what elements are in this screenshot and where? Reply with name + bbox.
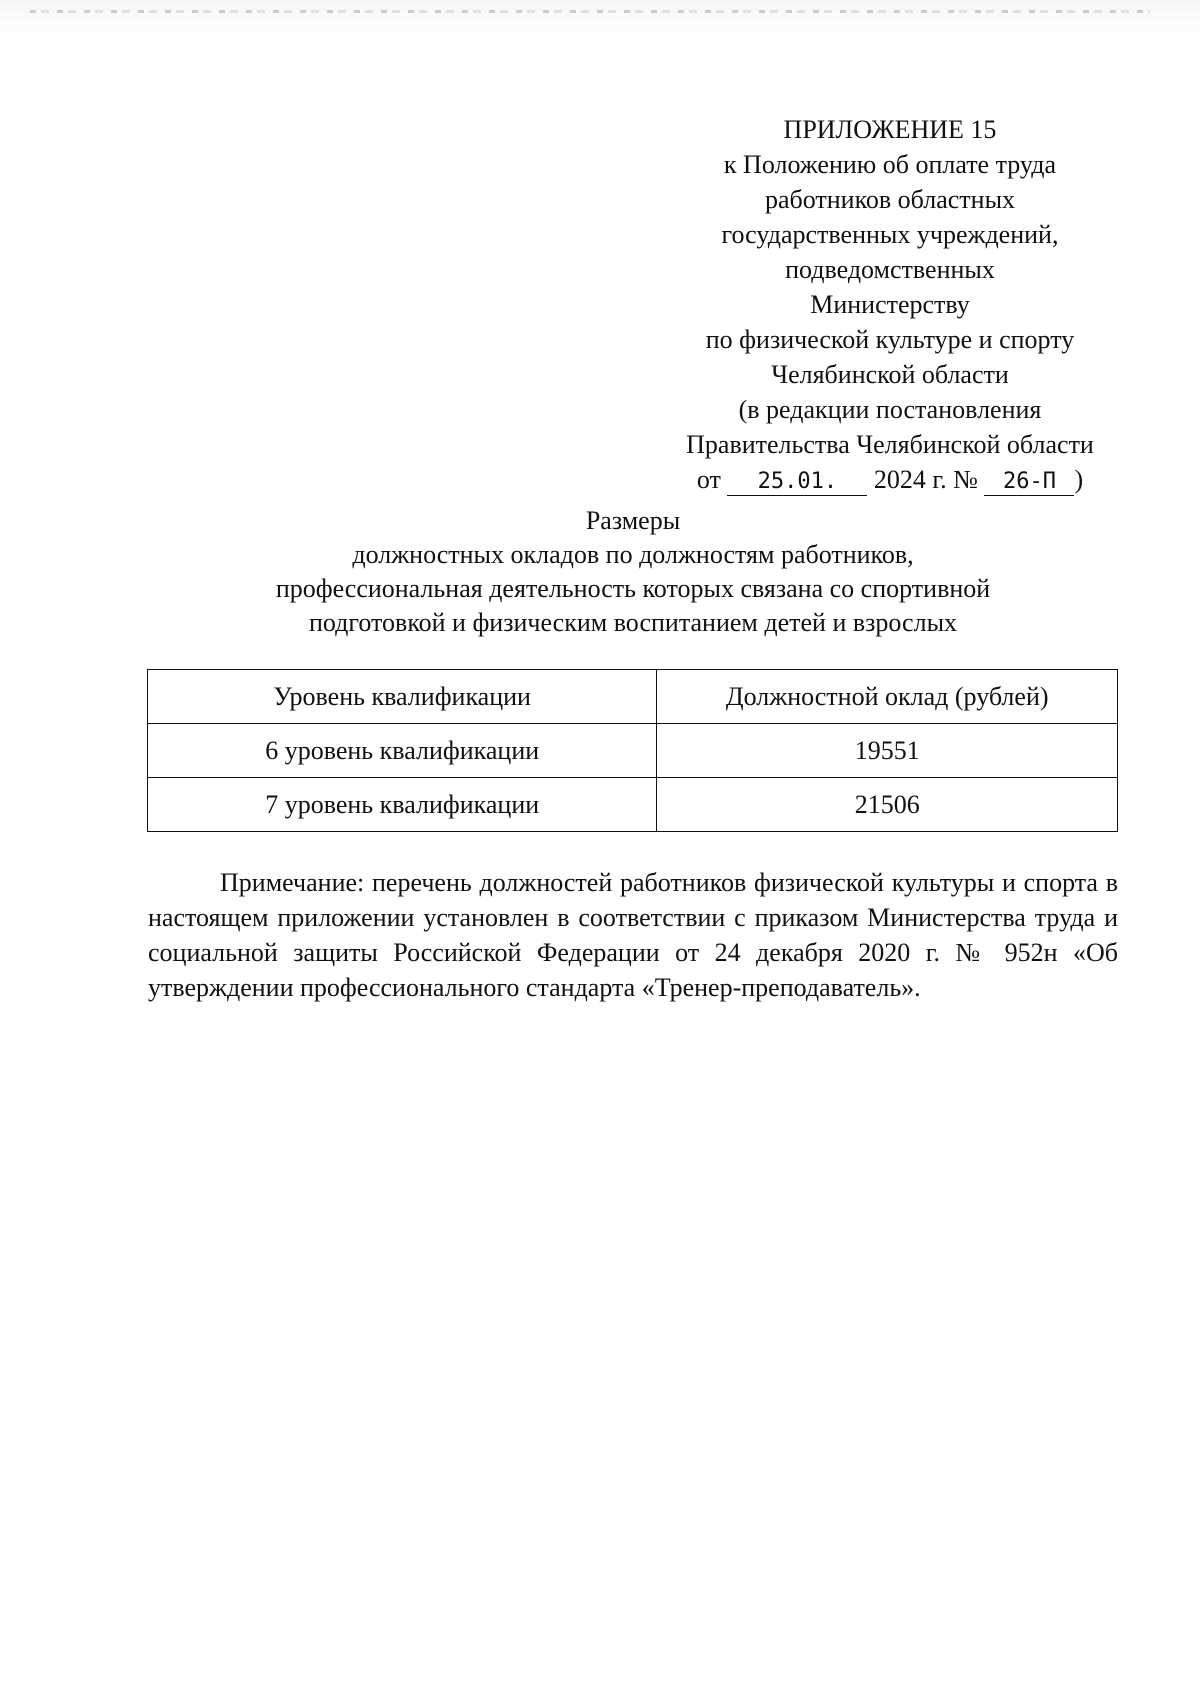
cell-salary: 19551 — [657, 724, 1118, 778]
cell-qualification-level: 6 уровень квалификации — [148, 724, 657, 778]
year-number-label: 2024 г. № — [873, 465, 978, 494]
appendix-line: Правительства Челябинской области — [686, 430, 1094, 459]
appendix-heading: ПРИЛОЖЕНИЕ 15 — [783, 115, 997, 144]
appendix-line: к Положению об оплате труда — [723, 150, 1057, 179]
title-main: Размеры — [585, 506, 681, 535]
resolution-date: 25.01. — [727, 469, 867, 496]
table-row — [148, 778, 1118, 832]
appendix-line: Челябинской области — [771, 360, 1009, 389]
scan-artifact — [0, 0, 1200, 60]
title-line: подготовкой и физическим воспитанием детей и взрослых — [308, 608, 958, 637]
date-prefix: от — [696, 465, 721, 494]
scan-artifact-line — [30, 10, 1150, 13]
cell-qualification-level: 7 уровень квалификации — [148, 778, 657, 832]
title-line: должностных окладов по должностям работников, — [352, 540, 914, 569]
table-header-row — [148, 670, 1118, 724]
salary-table — [147, 669, 1118, 832]
appendix-block — [660, 112, 1120, 497]
note-paragraph: Примечание: перечень должностей работников физической культуры и спорта в настоящем приложении установлен в соответствии с приказом Министерства труда и социальной защиты Российской Федерации от 24 декабря 2020 г. № 952н «Об утверждении профессионального стандарта «Тренер-преподаватель». — [148, 868, 1118, 1002]
appendix-line: (в редакции постановления — [738, 395, 1042, 424]
appendix-line: подведомственных — [785, 255, 995, 284]
header-salary: Должностной оклад (рублей) — [657, 670, 1118, 724]
appendix-line: работников областных — [764, 185, 1016, 214]
resolution-date-line — [660, 462, 1120, 497]
document-title — [148, 504, 1118, 640]
header-qualification-level: Уровень квалификации — [148, 670, 657, 724]
cell-salary: 21506 — [657, 778, 1118, 832]
table-row — [148, 724, 1118, 778]
appendix-line: Министерству — [810, 290, 970, 319]
appendix-line: государственных учреждений, — [721, 220, 1059, 249]
title-line: профессиональная деятельность которых связана со спортивной — [275, 574, 991, 603]
closing-paren: ) — [1074, 465, 1084, 494]
resolution-number: 26-П — [984, 469, 1074, 496]
appendix-line: по физической культуре и спорту — [705, 325, 1075, 354]
